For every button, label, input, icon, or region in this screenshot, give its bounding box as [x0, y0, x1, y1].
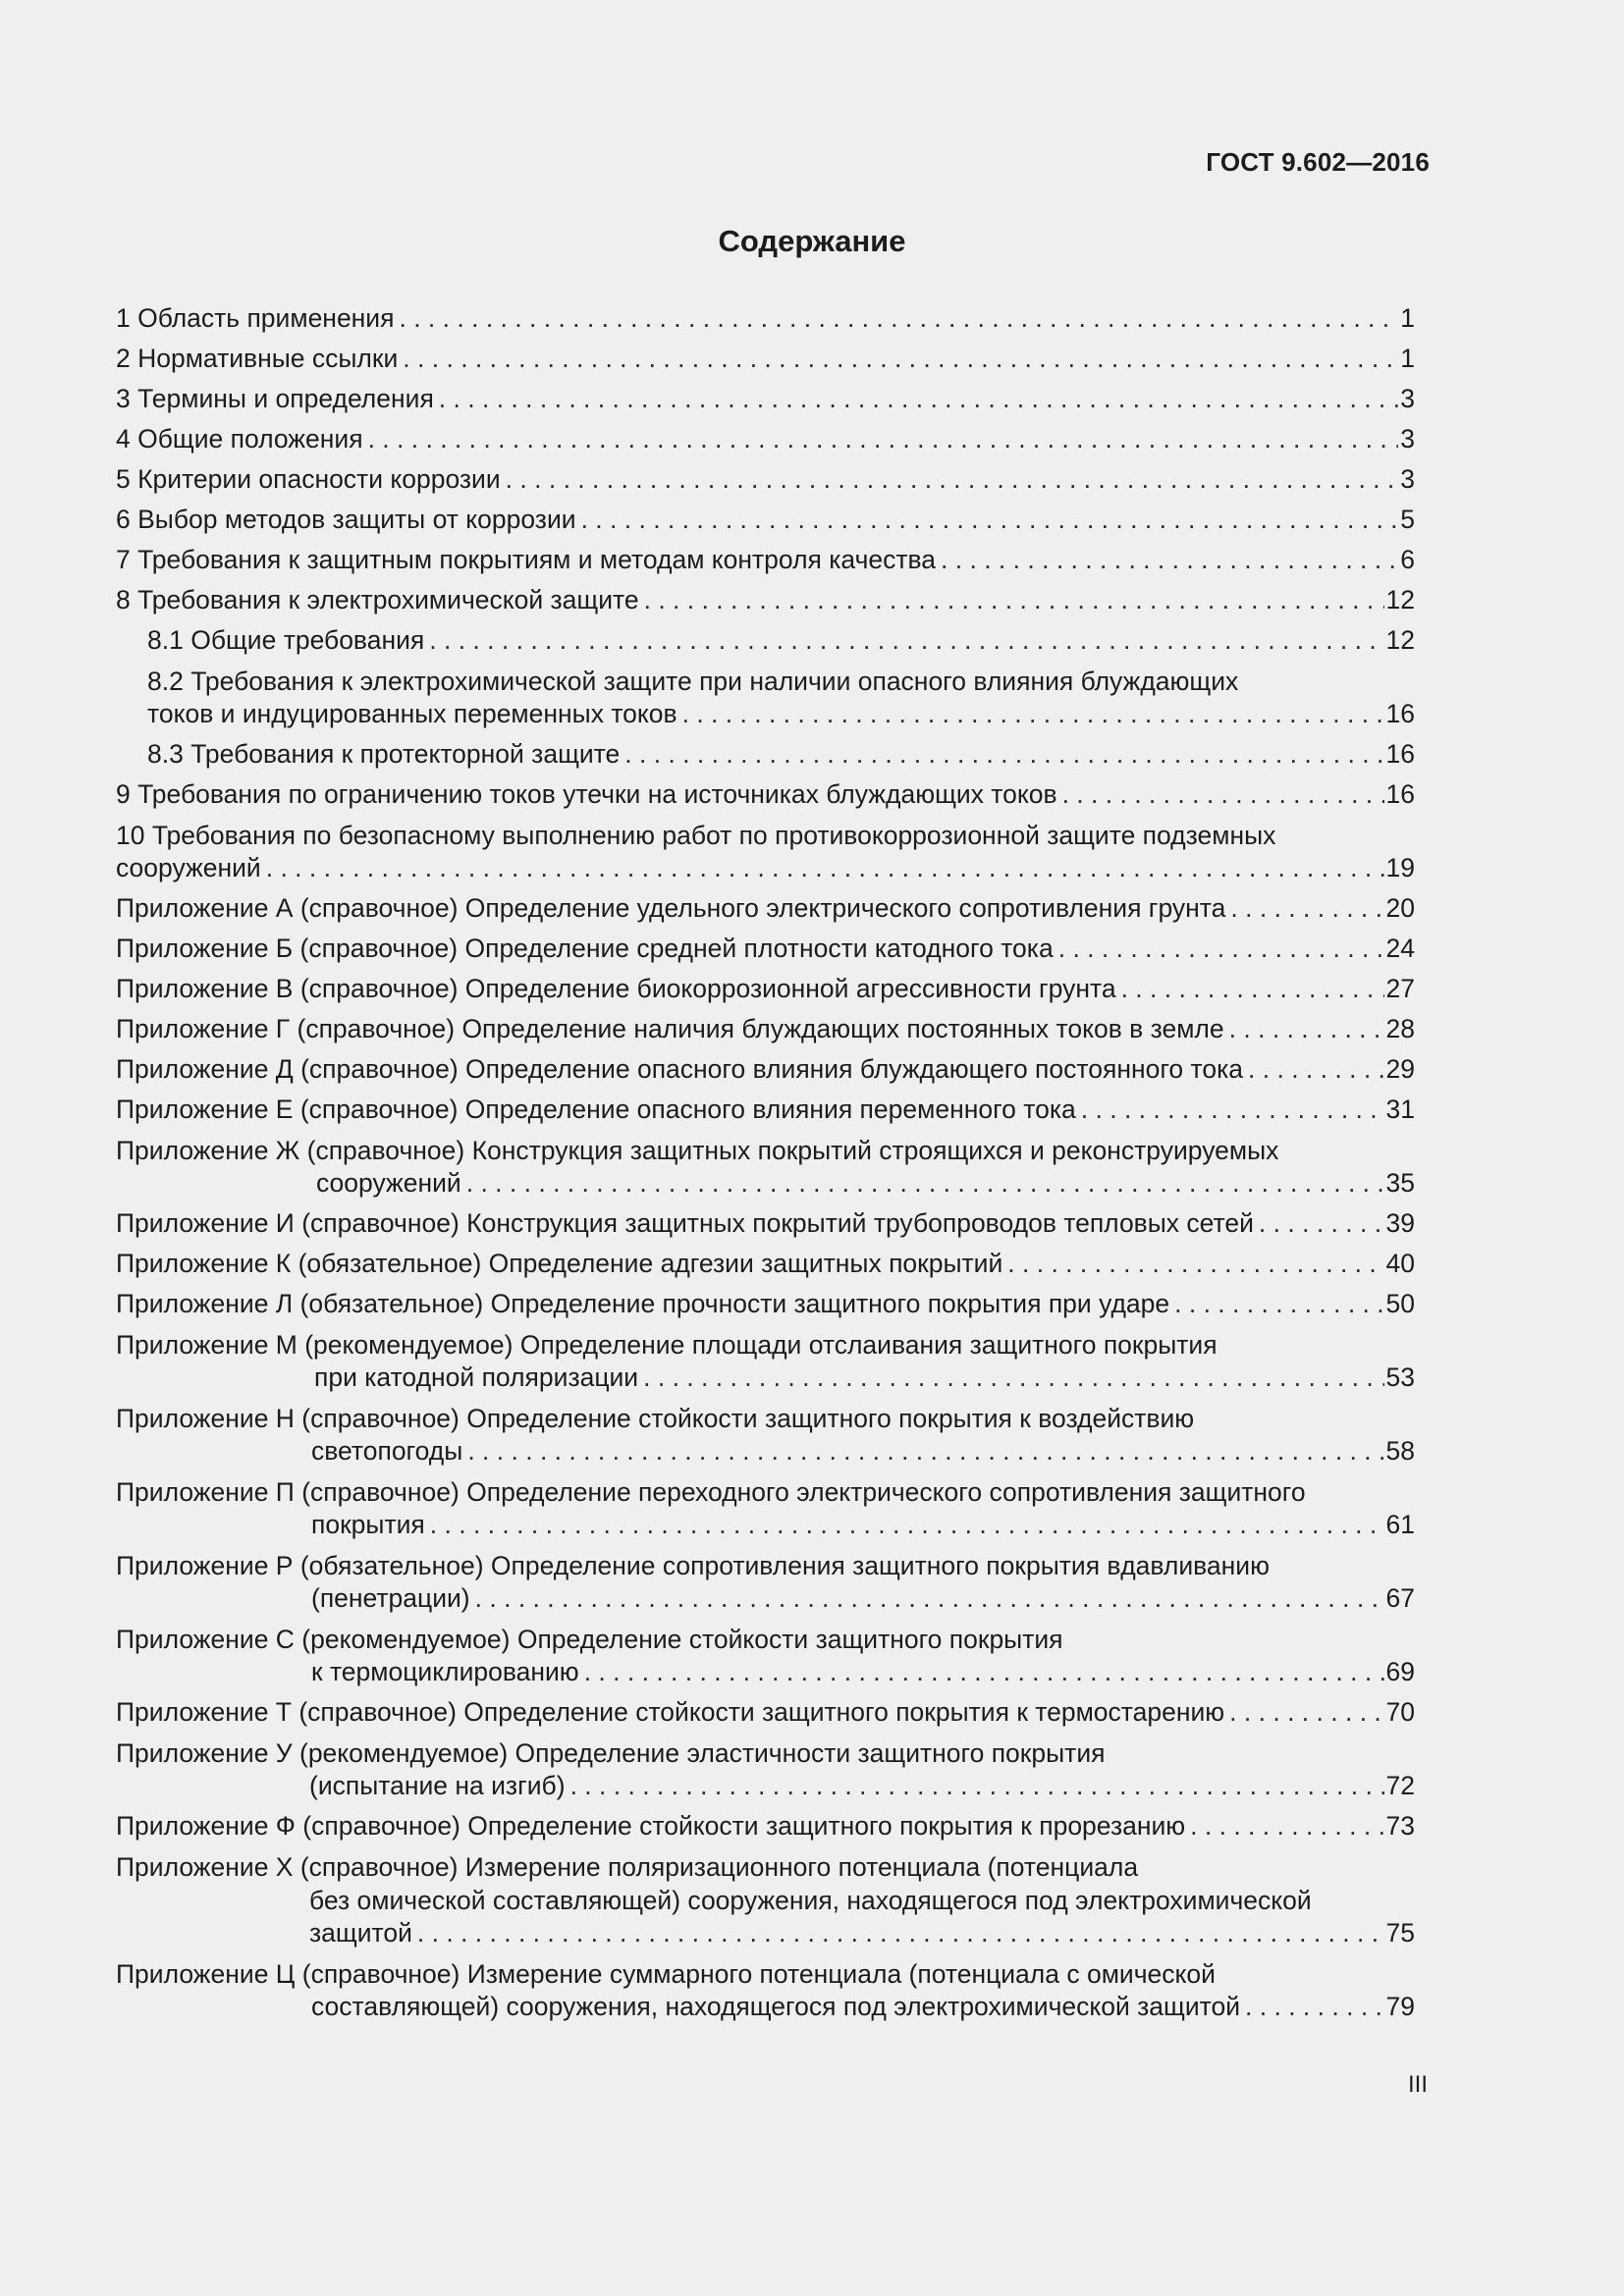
toc-entry[interactable]	[116, 973, 1415, 1005]
toc-entry-line: 8.2 Требования к электрохимической защите при наличии опасного влияния блуждающих	[147, 667, 1239, 696]
toc-leader-dots	[643, 1362, 1383, 1394]
toc-entry-row	[116, 1810, 1415, 1842]
toc-entry-title: 2 Нормативные ссылки	[116, 344, 399, 373]
toc-entry-page: 16	[1385, 699, 1415, 728]
toc-entry-title: Приложение Л (обязательное) Определение прочности защитного покрытия при ударе	[116, 1289, 1170, 1318]
toc-leader-dots	[439, 383, 1398, 415]
toc-entry-title: к термоциклированию	[311, 1657, 579, 1686]
toc-entry[interactable]	[116, 1013, 1415, 1045]
toc-entry-title: 8.3 Требования к протекторной защите	[147, 739, 621, 769]
toc-entry-line: Приложение Н (справочное) Определение стойкости защитного покрытия к воздействию	[116, 1404, 1195, 1433]
toc-entry-title: при катодной поляризации	[314, 1362, 639, 1392]
toc-entry-title: Приложение А (справочное) Определение удельного электрического сопротивления грунта	[116, 893, 1226, 923]
toc-entry-page: 73	[1385, 1811, 1415, 1841]
toc-entry-title: сооружений	[316, 1168, 461, 1198]
toc-leader-dots	[1058, 933, 1384, 965]
toc-entry-line: Приложение Р (обязательное) Определение сопротивления защитного покрытия вдавливанию	[116, 1551, 1270, 1580]
toc-entry-title: 4 Общие положения	[116, 424, 363, 454]
toc-leader-dots	[1121, 973, 1384, 1005]
toc-entry-title: Приложение Т (справочное) Определение стойкости защитного покрытия к термостарению	[116, 1697, 1225, 1727]
toc-entry-row	[116, 343, 1415, 375]
toc-leader-dots	[399, 302, 1398, 335]
toc-entry-title: Приложение Б (справочное) Определение средней плотности катодного тока	[116, 934, 1054, 963]
toc-entry-row	[116, 544, 1415, 576]
toc-entry[interactable]	[116, 584, 1415, 616]
toc-leader-dots	[430, 1509, 1384, 1541]
toc-entry-page: 61	[1385, 1510, 1415, 1539]
toc-entry-row	[116, 778, 1415, 811]
toc-leader-dots	[1174, 1288, 1383, 1320]
toc-entry[interactable]	[116, 1094, 1415, 1126]
toc-entry-row	[116, 973, 1415, 1005]
toc-entry-title: Приложение И (справочное) Конструкция защитных покрытий трубопроводов тепловых сетей	[116, 1208, 1254, 1238]
toc-entry[interactable]	[116, 1623, 1415, 1688]
toc-entry-page: 53	[1385, 1362, 1415, 1392]
toc-entry[interactable]	[116, 504, 1415, 536]
toc-leader-dots	[417, 1917, 1384, 1949]
toc-entry-row	[116, 383, 1415, 415]
toc-entry[interactable]	[116, 892, 1415, 925]
toc-title: Содержание	[718, 224, 906, 258]
toc-entry[interactable]	[116, 819, 1415, 884]
toc-entry-row	[116, 1248, 1415, 1280]
toc-entry-title: сооружений	[116, 853, 261, 882]
toc-entry-line: Приложение Х (справочное) Измерение поляризационного потенциала (потенциала	[116, 1852, 1139, 1882]
toc-entry-title: 8 Требования к электрохимической защите	[116, 585, 639, 614]
toc-leader-dots	[570, 1770, 1384, 1802]
toc-leader-dots	[467, 1435, 1383, 1468]
toc-entry-row	[116, 1991, 1415, 2023]
toc-entry[interactable]	[116, 778, 1415, 811]
toc-entry-row	[116, 933, 1415, 965]
toc-entry[interactable]	[116, 624, 1415, 657]
toc-entry[interactable]	[116, 343, 1415, 375]
toc-entry[interactable]	[116, 302, 1415, 335]
toc-entry-line: Приложение У (рекомендуемое) Определение эластичности защитного покрытия	[116, 1738, 1106, 1768]
toc-entry-title: токов и индуцированных переменных токов	[147, 699, 677, 728]
toc-entry-page: 69	[1385, 1657, 1415, 1686]
toc-entry-page: 72	[1385, 1771, 1415, 1800]
toc-entry-page: 3	[1400, 424, 1415, 454]
toc-entry-page: 70	[1385, 1697, 1415, 1727]
toc-entry-page: 40	[1385, 1249, 1415, 1278]
toc-entry-row	[116, 1167, 1415, 1200]
toc-entry[interactable]	[116, 1696, 1415, 1729]
toc-entry-page: 31	[1385, 1095, 1415, 1124]
toc-entry-page: 35	[1385, 1168, 1415, 1198]
toc-entry[interactable]	[116, 1207, 1415, 1240]
toc-leader-dots	[1229, 1696, 1383, 1729]
toc-entry-page: 79	[1385, 1992, 1415, 2021]
toc-entry[interactable]	[116, 1288, 1415, 1320]
toc-entry-line: 10 Требования по безопасному выполнению работ по противокоррозионной защите подземных	[116, 821, 1276, 850]
toc-entry-page: 67	[1385, 1583, 1415, 1613]
toc-entry-row	[116, 1509, 1415, 1541]
toc-entry-row	[116, 302, 1415, 335]
toc-entry-page: 3	[1400, 384, 1415, 413]
toc-entry[interactable]	[116, 1850, 1415, 1949]
toc-entry-title: Приложение К (обязательное) Определение адгезии защитных покрытий	[116, 1249, 1003, 1278]
toc-entry[interactable]	[116, 1736, 1415, 1802]
toc-entry[interactable]	[116, 383, 1415, 415]
toc-entry-title: 3 Термины и определения	[116, 384, 434, 413]
toc-entry-title: защитой	[309, 1918, 412, 1948]
toc-entry-row	[116, 423, 1415, 455]
toc-leader-dots	[266, 852, 1384, 884]
toc-entry[interactable]	[116, 665, 1415, 730]
toc-leader-dots	[1007, 1248, 1383, 1280]
toc-entry-row	[116, 1917, 1415, 1949]
toc-entry[interactable]	[116, 463, 1415, 496]
toc-entry-row	[147, 624, 1415, 657]
toc-entry-row	[116, 1582, 1415, 1615]
toc-entry-page: 1	[1400, 303, 1415, 333]
toc-leader-dots	[644, 584, 1384, 616]
toc-entry-title: (пенетрации)	[311, 1583, 470, 1613]
toc-leader-dots	[475, 1582, 1384, 1615]
table-of-contents	[116, 302, 1415, 2031]
toc-entry-title: 1 Область применения	[116, 303, 395, 333]
toc-entry-row	[116, 1696, 1415, 1729]
toc-entry-row	[116, 1435, 1415, 1468]
toc-entry-page: 12	[1385, 585, 1415, 614]
toc-entry[interactable]	[116, 423, 1415, 455]
toc-entry[interactable]	[116, 1957, 1415, 2023]
toc-entry-title: светопогоды	[311, 1436, 463, 1466]
toc-entry-title: Приложение Ф (справочное) Определение стойкости защитного покрытия к прорезанию	[116, 1811, 1186, 1841]
toc-entry-row	[147, 698, 1415, 730]
toc-entry-page: 39	[1385, 1208, 1415, 1238]
toc-entry-page: 16	[1385, 739, 1415, 769]
toc-entry-row	[116, 1094, 1415, 1126]
toc-entry-line: Приложение С (рекомендуемое) Определение стойкости защитного покрытия	[116, 1625, 1063, 1654]
toc-entry[interactable]	[116, 1053, 1415, 1086]
toc-entry-row	[116, 892, 1415, 925]
toc-entry[interactable]	[116, 1328, 1415, 1394]
toc-entry-row	[116, 1770, 1415, 1802]
toc-entry-row	[116, 1362, 1415, 1394]
toc-entry-page: 19	[1385, 853, 1415, 882]
toc-entry-title: 9 Требования по ограничению токов утечки на источниках блуждающих токов	[116, 779, 1057, 809]
toc-entry-page: 75	[1385, 1918, 1415, 1948]
toc-leader-dots	[682, 698, 1384, 730]
toc-leader-dots	[1245, 1991, 1383, 2023]
page-number: III	[1407, 2071, 1428, 2098]
toc-entry-title: Приложение Е (справочное) Определение опасного влияния переменного тока	[116, 1095, 1076, 1124]
toc-leader-dots	[368, 423, 1399, 455]
toc-leader-dots	[1229, 1013, 1384, 1045]
toc-entry-title: составляющей) сооружения, находящегося под электрохимической защитой	[311, 1992, 1241, 2021]
toc-entry[interactable]	[116, 1810, 1415, 1842]
toc-entry-line: Приложение П (справочное) Определение переходного электрического сопротивления защитного	[116, 1477, 1306, 1507]
toc-entry-title: (испытание на изгиб)	[309, 1771, 566, 1800]
toc-leader-dots	[1230, 892, 1383, 925]
toc-entry-page: 12	[1385, 625, 1415, 655]
toc-entry-page: 1	[1400, 344, 1415, 373]
toc-entry-row	[116, 584, 1415, 616]
toc-entry-line: Приложение Ж (справочное) Конструкция защитных покрытий строящихся и реконструируемых	[116, 1136, 1279, 1165]
toc-entry[interactable]	[116, 544, 1415, 576]
toc-entry-page: 16	[1385, 779, 1415, 809]
toc-entry-title: Приложение В (справочное) Определение биокоррозионной агрессивности грунта	[116, 974, 1116, 1003]
toc-entry-row	[116, 852, 1415, 884]
toc-entry-title: Приложение Д (справочное) Определение опасного влияния блуждающего постоянного тока	[116, 1054, 1244, 1084]
toc-entry-line: без омической составляющей) сооружения, находящегося под электрохимической	[309, 1886, 1312, 1915]
toc-leader-dots	[1062, 778, 1384, 811]
toc-entry-row	[147, 738, 1415, 771]
toc-leader-dots	[584, 1656, 1384, 1688]
toc-entry-title: 6 Выбор методов защиты от коррозии	[116, 505, 576, 534]
toc-leader-dots	[624, 738, 1383, 771]
toc-leader-dots	[1081, 1094, 1384, 1126]
toc-entry[interactable]	[116, 1475, 1415, 1541]
toc-entry-page: 28	[1385, 1014, 1415, 1043]
toc-entry-page: 3	[1400, 464, 1415, 494]
toc-entry-row	[116, 1656, 1415, 1688]
toc-entry-title: Приложение Г (справочное) Определение наличия блуждающих постоянных токов в земле	[116, 1014, 1224, 1043]
toc-entry-row	[116, 463, 1415, 496]
toc-leader-dots	[941, 544, 1398, 576]
toc-leader-dots	[1259, 1207, 1384, 1240]
toc-entry-page: 20	[1385, 893, 1415, 923]
toc-entry-page: 50	[1385, 1289, 1415, 1318]
toc-entry-line: Приложение М (рекомендуемое) Определение площади отслаивания защитного покрытия	[116, 1330, 1218, 1360]
document-code: ГОСТ 9.602—2016	[1206, 147, 1430, 177]
toc-leader-dots	[506, 463, 1399, 496]
toc-entry-page: 5	[1400, 505, 1415, 534]
toc-entry[interactable]	[116, 738, 1415, 771]
toc-entry-page: 27	[1385, 974, 1415, 1003]
toc-leader-dots	[581, 504, 1399, 536]
toc-entry-title: 7 Требования к защитным покрытиям и методам контроля качества	[116, 545, 937, 574]
toc-leader-dots	[1248, 1053, 1384, 1086]
toc-entry-row	[116, 1013, 1415, 1045]
toc-entry-page: 58	[1385, 1436, 1415, 1466]
toc-entry-title: 8.1 Общие требования	[147, 625, 425, 655]
toc-entry[interactable]	[116, 1549, 1415, 1615]
toc-entry-title: покрытия	[311, 1510, 425, 1539]
toc-entry-page: 29	[1385, 1054, 1415, 1084]
toc-leader-dots	[466, 1167, 1384, 1200]
toc-entry[interactable]	[116, 933, 1415, 965]
toc-entry[interactable]	[116, 1248, 1415, 1280]
toc-entry-row	[116, 1207, 1415, 1240]
toc-entry-row	[116, 1053, 1415, 1086]
toc-leader-dots	[429, 624, 1383, 657]
toc-entry-row	[116, 1288, 1415, 1320]
toc-entry-page: 24	[1385, 934, 1415, 963]
toc-leader-dots	[403, 343, 1398, 375]
toc-entry-page: 6	[1400, 545, 1415, 574]
toc-entry-row	[116, 504, 1415, 536]
toc-entry-line: Приложение Ц (справочное) Измерение суммарного потенциала (потенциала с омической	[116, 1959, 1216, 1989]
toc-leader-dots	[1190, 1810, 1383, 1842]
toc-entry-title: 5 Критерии опасности коррозии	[116, 464, 501, 494]
toc-entry[interactable]	[116, 1402, 1415, 1468]
toc-entry[interactable]	[116, 1134, 1415, 1200]
